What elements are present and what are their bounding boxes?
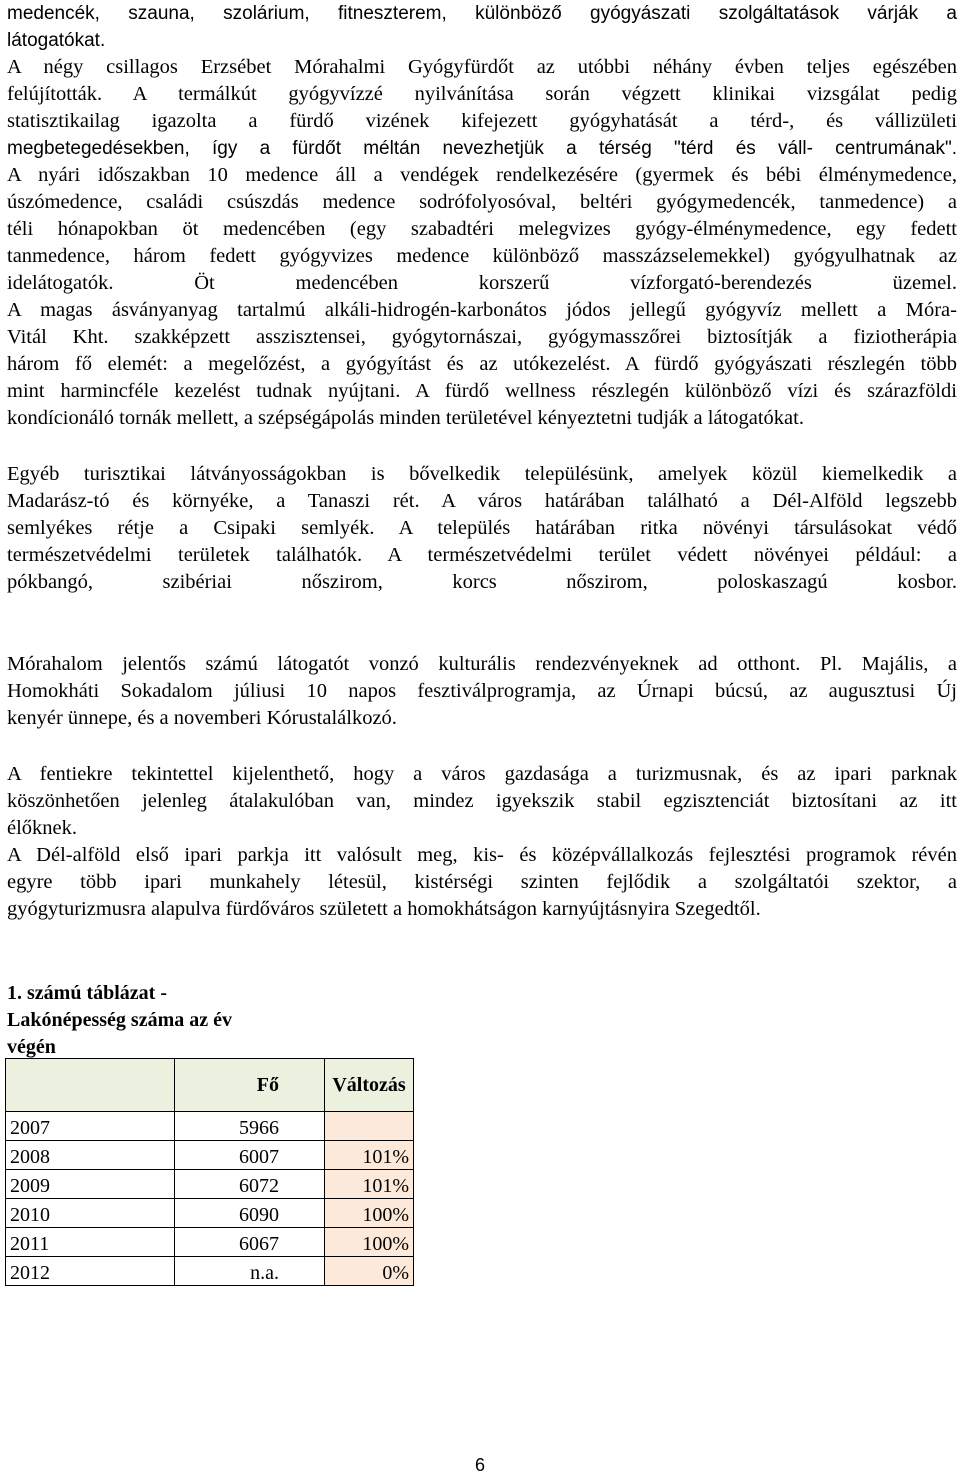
cell-change: 0%	[325, 1257, 414, 1286]
cell-year: 2007	[6, 1112, 175, 1141]
text-line: felújították. A termálkút gyógyvízzé nyilvánítása során végzett klinikai vizsgálat pedig	[7, 83, 957, 105]
text-line: tanmedence, három fedett gyógyvizes medence különböző masszázselemekkel) gyógyulhatnak az	[7, 245, 957, 267]
table-caption-line: végén	[7, 1036, 56, 1058]
paragraph-events	[7, 651, 957, 732]
cell-change: 101%	[325, 1170, 414, 1199]
paragraph-attractions	[7, 461, 957, 596]
text-line: megbetegedésekben, így a fürdőt méltán nevezhetjük a térség "térd és váll- centrumának".	[7, 138, 957, 159]
cell-year: 2010	[6, 1199, 175, 1228]
table-row	[6, 1141, 414, 1170]
table-row	[6, 1170, 414, 1199]
text-line: semlyékes rétje a Csipaki semlyék. A település határában ritka növényi társulásokat védő	[7, 517, 957, 539]
table-row	[6, 1199, 414, 1228]
cell-population: 5966	[175, 1112, 325, 1141]
text-line: úszómedence, családi csúszdás medence sodrófolyosóval, beltéri gyógymedencék, tanmedence) a	[7, 191, 957, 213]
text-line: gyógyturizmusra alapulva fürdőváros született a homokhátságon karnyújtásnyira Szegedtől.	[7, 898, 761, 920]
cell-change: 100%	[325, 1228, 414, 1257]
cell-year: 2011	[6, 1228, 175, 1257]
text-line: medencék, szauna, szolárium, fitneszterem, különböző gyógyászati szolgáltatások várják a	[7, 3, 957, 24]
header-cell-change: Változás	[325, 1059, 414, 1112]
cell-year: 2009	[6, 1170, 175, 1199]
paragraph-economy	[7, 761, 957, 923]
table-caption-line: 1. számú táblázat -	[7, 982, 167, 1004]
text-line: Mórahalom jelentős számú látogatót vonzó kulturális rendezvényeknek ad otthont. Pl. Majális, a	[7, 653, 957, 675]
text-line: köszönhetően jelenleg átalakulóban van, mindez igyekszik stabil egzisztenciát biztosítani az itt	[7, 790, 957, 812]
text-line: Egyéb turisztikai látványosságokban is bővelkedik településünk, amelyek közül kiemelkedik a	[7, 463, 957, 485]
text-line: három fő elemét: a megelőzést, a gyógyítást és az utókezelést. A fürdő gyógyászati részlegén több	[7, 353, 957, 375]
header-cell-population: Fő	[175, 1059, 325, 1112]
text-line: Vitál Kht. szakképzett asszisztensei, gyógytornászai, gyógymasszőrei biztosítják a fiziotherápia	[7, 326, 957, 348]
cell-year: 2012	[6, 1257, 175, 1286]
population-table	[5, 1058, 414, 1286]
text-line: téli hónapokban öt medencében (egy szabadtéri melegvizes gyógy-élménymedence, egy fedett	[7, 218, 957, 240]
text-line: A Dél-alföld első ipari parkja itt valósult meg, kis- és középvállalkozás fejlesztési programok révén	[7, 844, 957, 866]
text-line: élőknek.	[7, 817, 78, 839]
table-caption-line: Lakónépesség száma az év	[7, 1009, 232, 1031]
text-line: egyre több ipari munkahely létesül, kistérségi szinten fejlődik a szolgáltatói szektor, a	[7, 871, 957, 893]
table-row	[6, 1112, 414, 1141]
text-line: statisztikailag igazolta a fürdő vizének kifejezett gyógyhatását a térd-, és vállizületi	[7, 110, 957, 132]
cell-change	[325, 1112, 414, 1141]
table-row	[6, 1257, 414, 1286]
text-line: Madarász-tó és környéke, a Tanaszi rét. A város határában található a Dél-Alföld legszebb	[7, 490, 957, 512]
cell-change: 101%	[325, 1141, 414, 1170]
cell-population: 6090	[175, 1199, 325, 1228]
text-line: kondícionáló tornák mellett, a szépségápolás minden területével kényeztetni tudják a látogatókat.	[7, 407, 804, 429]
text-line: A négy csillagos Erzsébet Mórahalmi Gyógyfürdőt az utóbbi néhány évben teljes egészében	[7, 56, 957, 78]
text-line: idelátogatók. Öt medencében korszerű vízforgató-berendezés üzemel.	[7, 272, 957, 294]
cell-year: 2008	[6, 1141, 175, 1170]
cell-population: 6067	[175, 1228, 325, 1257]
cell-population: n.a.	[175, 1257, 325, 1286]
text-line: A nyári időszakban 10 medence áll a vendégek rendelkezésére (gyermek és bébi élménymedence,	[7, 164, 957, 186]
text-line: kenyér ünnepe, és a novemberi Kórustalálkozó.	[7, 707, 397, 729]
text-line: pókbangó, szibériai nőszirom, korcs nőszirom, poloskaszagú kosbor.	[7, 571, 957, 593]
text-line: mint harmincféle kezelést tudnak nyújtani. A fürdő wellness részlegén különböző vízi és szárazföldi	[7, 380, 957, 402]
cell-population: 6007	[175, 1141, 325, 1170]
text-line: A magas ásványanyag tartalmú alkáli-hidrogén-karbonátos jódos jellegű gyógyvíz mellett a Móra-	[7, 299, 957, 321]
text-line: Homokháti Sokadalom júliusi 10 napos fesztiválprogramja, az Úrnapi búcsú, az augusztusi Új	[7, 680, 957, 702]
text-line: A fentiekre tekintettel kijelenthető, hogy a város gazdasága a turizmusnak, és az ipari parknak	[7, 763, 957, 785]
text-line: látogatókat.	[7, 30, 106, 51]
page-number: 6	[474, 1455, 485, 1475]
table-header-row	[6, 1059, 414, 1112]
paragraph-spa	[7, 0, 957, 432]
table-caption	[7, 980, 267, 1061]
text-line: természetvédelmi területek találhatók. A természetvédelmi terület védett növényei például: a	[7, 544, 957, 566]
cell-change: 100%	[325, 1199, 414, 1228]
cell-population: 6072	[175, 1170, 325, 1199]
table-row	[6, 1228, 414, 1257]
header-cell-year	[6, 1059, 175, 1112]
